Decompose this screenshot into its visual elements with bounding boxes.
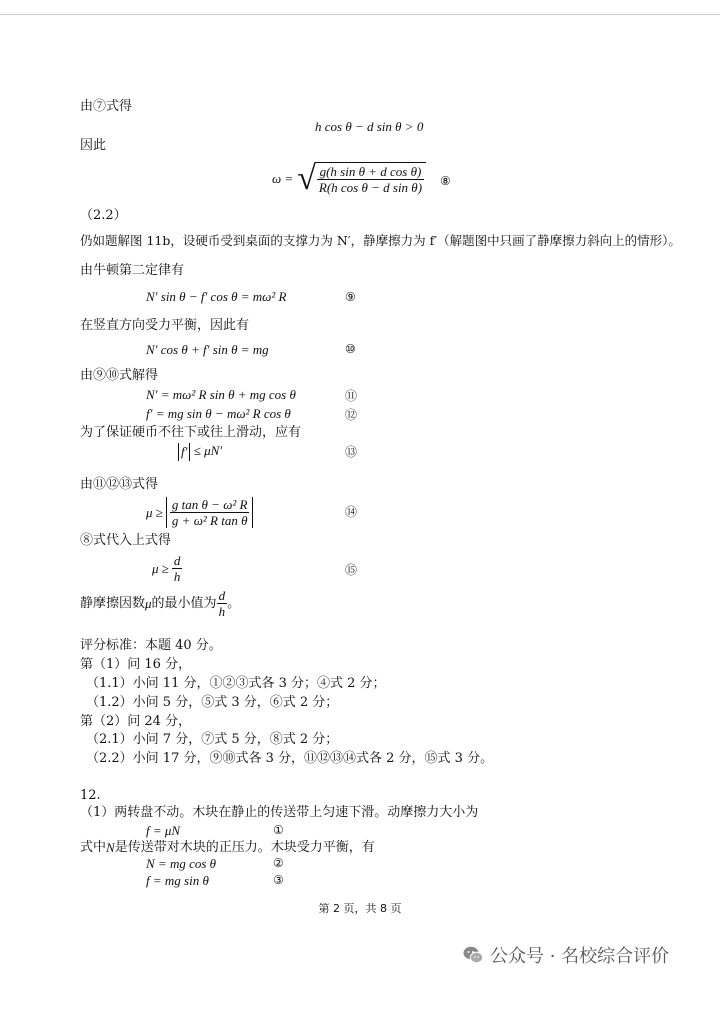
fraction-denominator: g + ω² R tan θ bbox=[171, 513, 248, 528]
equation: f = μN bbox=[146, 823, 181, 838]
equation: N = mg cos θ bbox=[146, 856, 217, 871]
symbol-N: N bbox=[106, 840, 115, 855]
equation-mu bbox=[146, 497, 253, 528]
section-label: （2.2） bbox=[80, 208, 127, 223]
inequality-rest: ≤ μN′ bbox=[190, 443, 223, 458]
fraction-denominator: h bbox=[218, 604, 226, 619]
scoring-line: （1.2）小问 5 分，⑤式 3 分，⑥式 2 分； bbox=[86, 695, 339, 710]
text-line: 为了保证硬币不往下或往上滑动，应有 bbox=[80, 425, 302, 440]
fraction-numerator: g(h sin θ + d cos θ) bbox=[317, 164, 424, 180]
watermark-text: 公众号 · 名校综合评价 bbox=[490, 946, 670, 967]
equation-number: ⑩ bbox=[345, 342, 356, 356]
equation: h cos θ − d sin θ > 0 bbox=[315, 119, 424, 134]
equation-number: ③ bbox=[273, 873, 284, 887]
equation-number: ① bbox=[273, 823, 284, 837]
equation: N′ cos θ + f′ sin θ = mg bbox=[146, 342, 269, 357]
mu-lhs: μ ≥ bbox=[146, 504, 163, 520]
wechat-icon bbox=[462, 944, 484, 966]
scoring-line: 第（1）问 16 分， bbox=[80, 657, 192, 672]
equation: f′ = mg sin θ − mω² R cos θ bbox=[146, 406, 291, 421]
text-line-min-value bbox=[80, 588, 240, 619]
equation-number: ② bbox=[273, 856, 284, 870]
equation-number: ⑭ bbox=[345, 505, 358, 519]
text-line: 在竖直方向受力平衡，因此有 bbox=[80, 318, 250, 333]
fraction-numerator: g tan θ − ω² R bbox=[171, 497, 248, 512]
scoring-line: （2.2）小问 17 分，⑨⑩式各 3 分，⑪⑫⑬⑭式各 2 分，⑮式 3 分。 bbox=[86, 751, 494, 766]
text-line: 由牛顿第二定律有 bbox=[80, 263, 185, 278]
text-line: ⑧式代入上式得 bbox=[80, 533, 172, 548]
text-line: 仍如题解图 11b，设硬币受到桌面的支撑力为 N′，静摩擦力为 f′（解题图中只画了静摩擦力斜向上的情形）。 bbox=[80, 233, 681, 248]
scoring-line: （2.1）小问 7 分，⑦式 5 分，⑧式 2 分； bbox=[86, 732, 339, 747]
equation-omega bbox=[272, 162, 426, 196]
equation-number: ⑨ bbox=[345, 290, 356, 304]
fraction-numerator: d bbox=[218, 588, 226, 603]
text-fragment: 的最小值为 bbox=[151, 595, 217, 611]
equation: N′ sin θ − f′ cos θ = mω² R bbox=[146, 289, 287, 304]
fraction-denominator: h bbox=[173, 569, 181, 584]
equation: f = mg sin θ bbox=[146, 873, 209, 888]
equation-number: ⑮ bbox=[345, 563, 358, 577]
text-line: （1）两转盘不动。木块在静止的传送带上匀速下滑。动摩擦力大小为 bbox=[80, 805, 479, 820]
equation bbox=[178, 442, 222, 461]
text-line: 由⑦式得 bbox=[80, 99, 133, 114]
abs-value: f′ bbox=[178, 443, 190, 461]
text-line: 由⑪⑫⑬式得 bbox=[80, 477, 159, 492]
text-fragment: 式中 bbox=[80, 840, 107, 855]
watermark bbox=[462, 942, 669, 968]
scoring-title: 评分标准：本题 40 分。 bbox=[80, 638, 222, 653]
mu-lhs: μ ≥ bbox=[152, 560, 169, 576]
equation-number: ⑬ bbox=[345, 445, 358, 459]
mu-symbol: μ bbox=[145, 595, 152, 611]
scoring-line: 第（2）问 24 分， bbox=[80, 714, 192, 729]
text-line bbox=[80, 839, 375, 857]
fraction-denominator: R(h cos θ − d sin θ) bbox=[318, 180, 423, 195]
scoring-line: （1.1）小问 11 分，①②③式各 3 分；④式 2 分； bbox=[86, 676, 386, 691]
sqrt bbox=[297, 162, 426, 196]
equation-number: ⑧ bbox=[440, 174, 451, 188]
equation-mu-min bbox=[152, 553, 182, 584]
equation-number: ⑪ bbox=[345, 389, 358, 403]
equation-number: ⑫ bbox=[345, 408, 358, 422]
text-line: 由⑨⑩式解得 bbox=[80, 368, 159, 383]
question-number: 12. bbox=[80, 788, 101, 803]
fraction-numerator: d bbox=[173, 553, 181, 568]
omega-lhs: ω = bbox=[272, 171, 294, 186]
radical-sign-icon: √ bbox=[297, 160, 316, 197]
text-line: 因此 bbox=[80, 138, 107, 153]
page-footer: 第 2 页，共 8 页 bbox=[318, 902, 402, 915]
top-rule bbox=[0, 14, 720, 15]
text-fragment: 。 bbox=[227, 595, 241, 611]
text-fragment: 静摩擦因数 bbox=[80, 595, 146, 611]
equation: N′ = mω² R sin θ + mg cos θ bbox=[146, 387, 296, 402]
text-fragment: 是传送带对木块的正压力。木块受力平衡，有 bbox=[114, 840, 375, 855]
